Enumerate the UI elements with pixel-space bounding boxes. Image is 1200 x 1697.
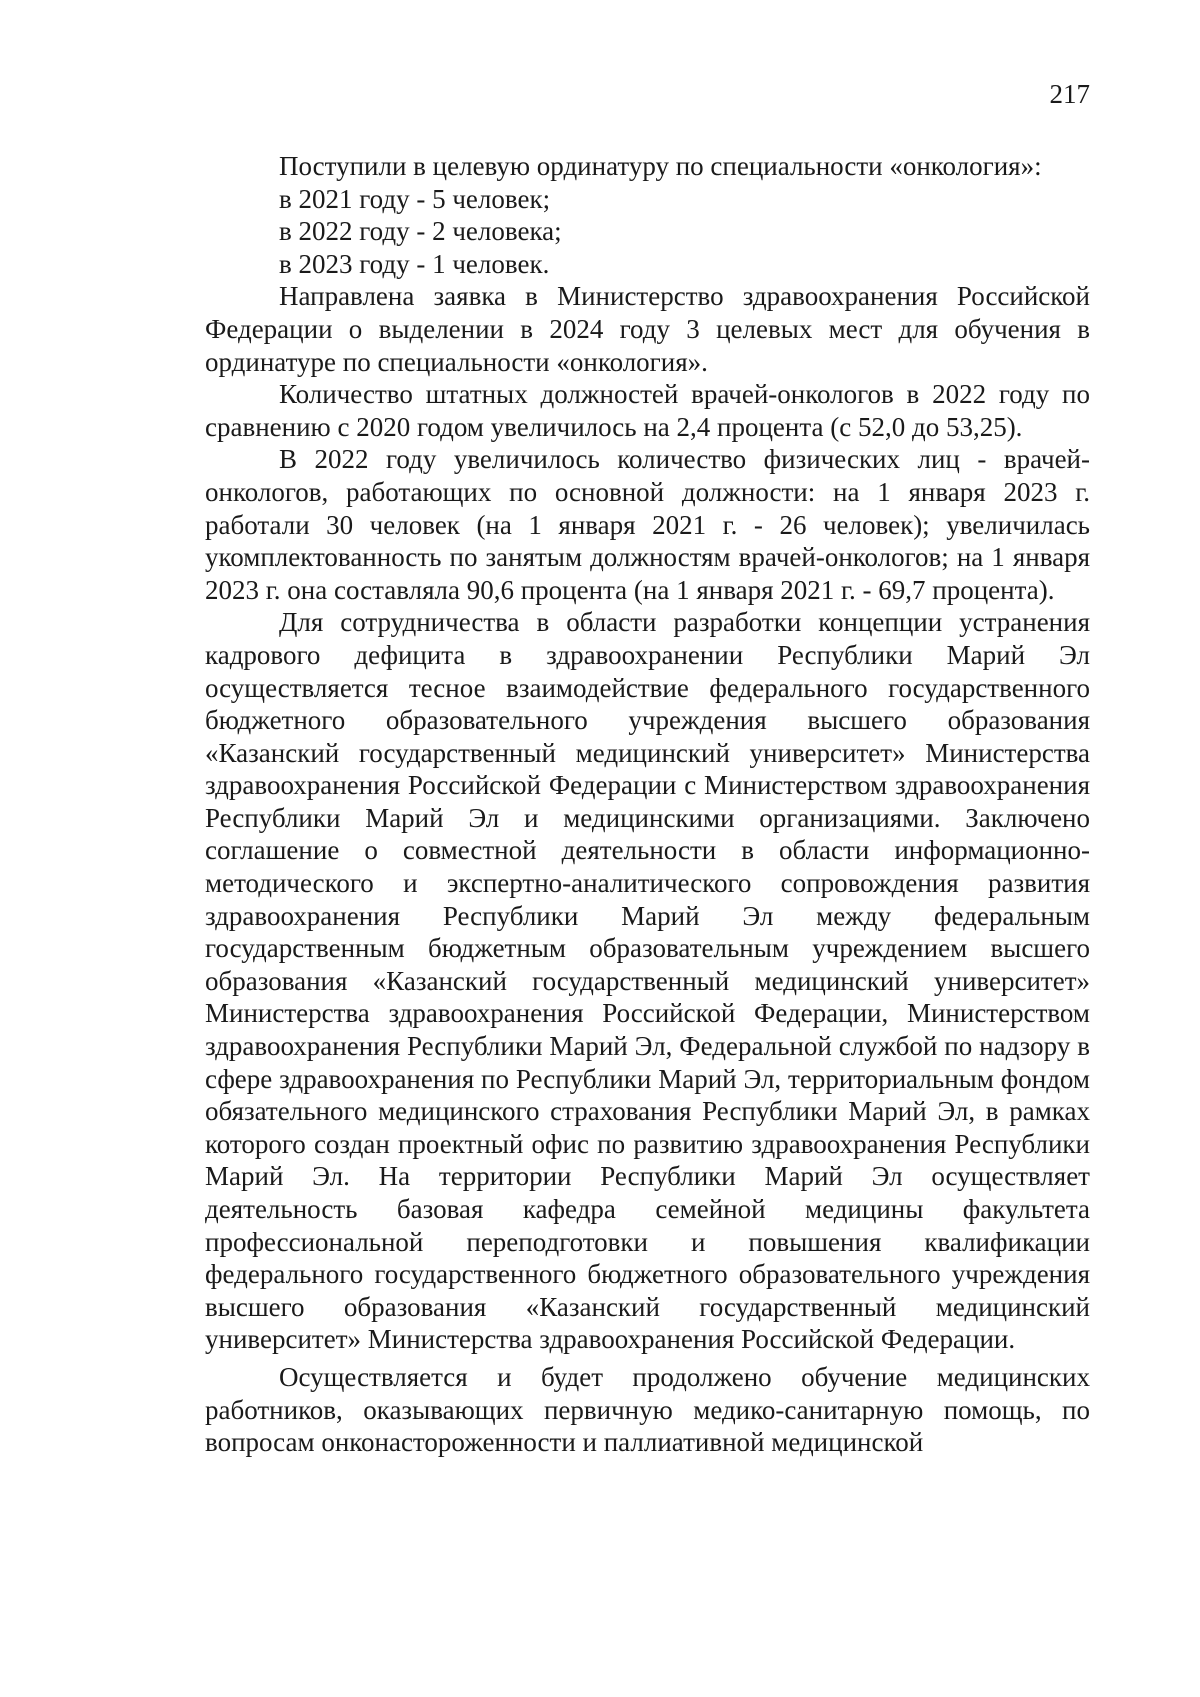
paragraph-training: Осуществляется и будет продолжено обучение медицинских работников, оказывающих первичную медико-санитарную помощь, по вопросам онконастороженности и паллиативной медицинской [205,1361,1090,1458]
paragraph-application: Направлена заявка в Министерство здравоохранения Российской Федерации о выделении в 2024 году 3 целевых мест для обучения в ординатуре по специальности «онкология». [205,281,1090,377]
paragraph-residency-intro: Поступили в целевую ординатуру по специальности «онкология»: [279,151,1042,181]
paragraph-physicians-count: В 2022 году увеличилось количество физических лиц - врачей-онкологов, работающих по основной должности: на 1 января 2023 г. работали 30 человек (на 1 января 2021 г. - 26 человек); увеличилась укомплектованность по занятым должностям врачей-онкологов; на 1 января 2023 г. она составляла 90,6 процента (на 1 января 2021 г. - 69,7 процента). [205,444,1090,605]
list-item-2022: в 2022 году - 2 человека; [279,216,562,247]
list-item-2023: в 2023 году - 1 человек. [279,248,550,279]
list-item-2021: в 2021 году - 5 человек; [279,183,551,214]
page-number: 217 [1049,79,1090,109]
document-body [205,150,1090,1459]
paragraph-cooperation: Для сотрудничества в области разработки концепции устранения кадрового дефицита в здравоохранении Республики Марий Эл осуществляется тесное взаимодействие федерального государственного бюджетного образовательного учреждения высшего образования «Казанский государственный медицинский университет» Министерства здравоохранения Российской Федерации с Министерством здравоохранения Республики Марий Эл и медицинскими организациями. Заключено соглашение о совместной деятельности в области информационно-методического и экспертно-аналитического сопровождения развития здравоохранения Республики Марий Эл между федеральным государственным бюджетным образовательным учреждением высшего образования «Казанский государственный медицинский университет» Министерства здравоохранения Российской Федерации, Министерством здравоохранения Республики Марий Эл, Федеральной службой по надзору в сфере здравоохранения по Республики Марий Эл, территориальным фондом обязательного медицинского страхования Республики Марий Эл, в рамках которого создан проектный офис по развитию здравоохранения Республики Марий Эл. На территории Республики Марий Эл осуществляет деятельность базовая кафедра семейной медицины факультета профессиональной переподготовки и повышения квалификации федерального государственного бюджетного образовательного учреждения высшего образования «Казанский государственный медицинский университет» Министерства здравоохранения Российской Федерации. [205,607,1090,1355]
paragraph-staff-positions: Количество штатных должностей врачей-онкологов в 2022 году по сравнению с 2020 годом увеличилось на 2,4 процента (с 52,0 до 53,25). [205,379,1090,442]
